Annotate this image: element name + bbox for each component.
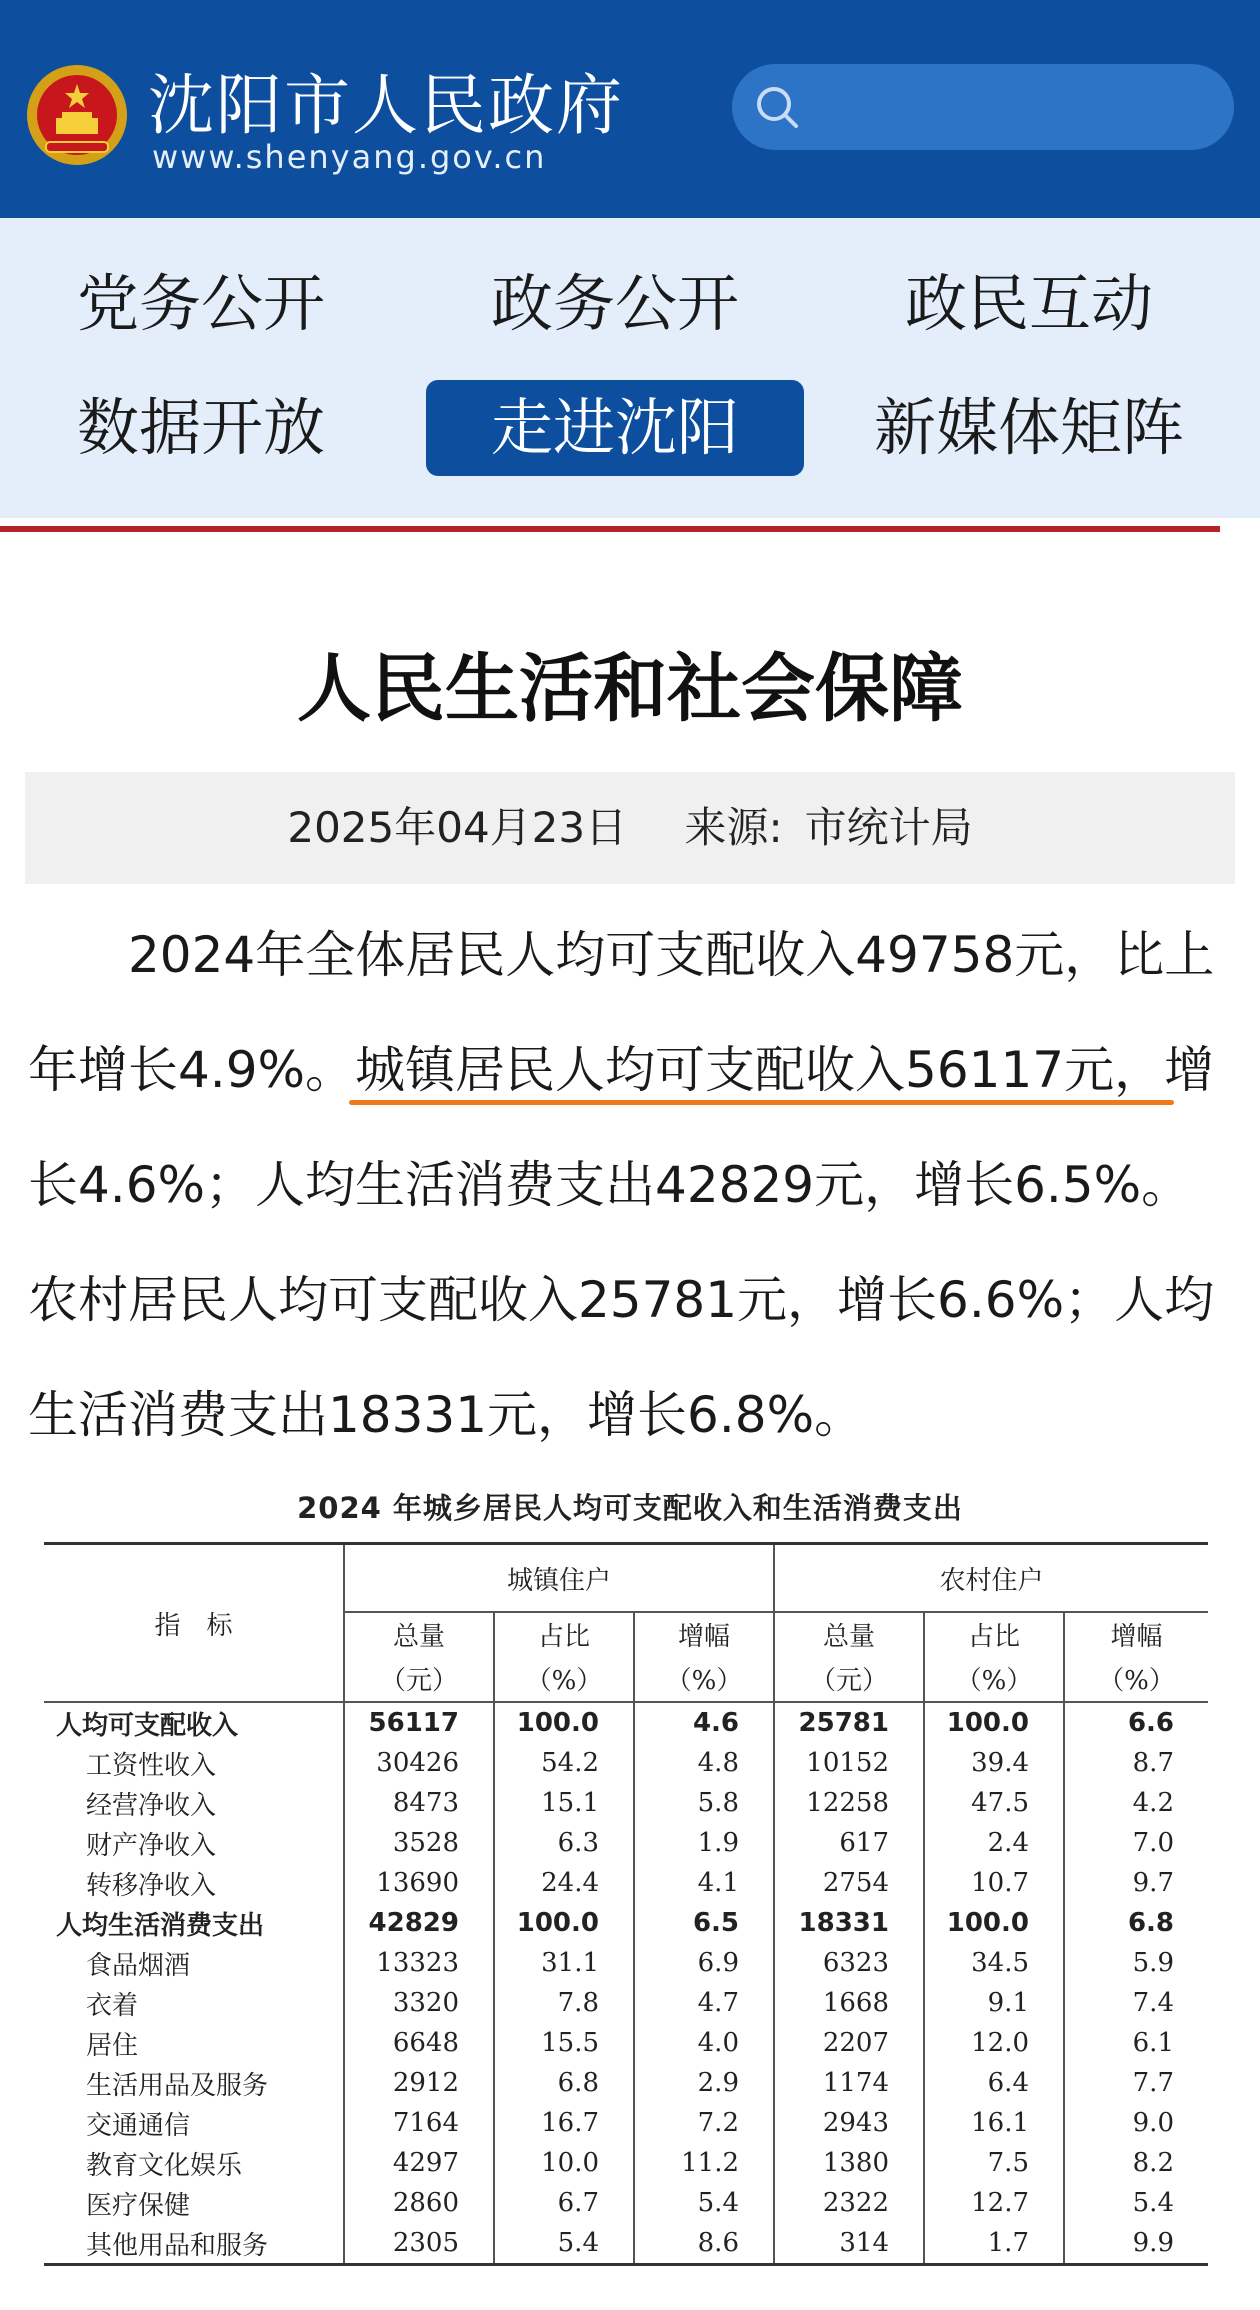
table-cell: 6.8 <box>494 2063 634 2103</box>
table-cell: 7.4 <box>1064 1983 1208 2023</box>
table-row <box>44 1943 1208 1983</box>
table-cell: 13690 <box>344 1863 494 1903</box>
table-cell: 1.9 <box>634 1823 774 1863</box>
table-cell: 8.7 <box>1064 1743 1208 1783</box>
nav-item-about-shenyang[interactable]: 走进沈阳 <box>426 380 804 476</box>
table-cell: 9.9 <box>1064 2223 1208 2265</box>
table-cell: 42829 <box>344 1903 494 1943</box>
table-cell: 617 <box>774 1823 924 1863</box>
table-cell: 2.9 <box>634 2063 774 2103</box>
table-cell: 10152 <box>774 1743 924 1783</box>
site-url: www.shenyang.gov.cn <box>152 138 547 176</box>
table-cell: 6.7 <box>494 2183 634 2223</box>
table-cell: 4.6 <box>634 1702 774 1743</box>
table-cell: 5.8 <box>634 1783 774 1823</box>
column-unit: （%） <box>1064 1655 1208 1702</box>
table-cell: 2754 <box>774 1863 924 1903</box>
table-cell: 4297 <box>344 2143 494 2183</box>
table-cell: 5.4 <box>1064 2183 1208 2223</box>
table-cell: 12258 <box>774 1783 924 1823</box>
table-cell: 6.1 <box>1064 2023 1208 2063</box>
table-cell: 1668 <box>774 1983 924 2023</box>
article-paragraph <box>28 898 1233 1473</box>
table-cell: 7.2 <box>634 2103 774 2143</box>
row-label: 教育文化娱乐 <box>86 2150 243 2181</box>
national-emblem-icon[interactable] <box>22 60 132 170</box>
highlighted-text: 城镇居民人均可支配收入56117元， <box>355 1041 1165 1099</box>
table-cell: 25781 <box>774 1702 924 1743</box>
table-cell: 2912 <box>344 2063 494 2103</box>
table-row <box>44 2023 1208 2063</box>
table-row <box>44 1863 1208 1903</box>
column-unit: （%） <box>494 1655 634 1702</box>
row-label: 生活用品及服务 <box>86 2070 269 2101</box>
column-header: 总量 <box>774 1612 924 1655</box>
table-cell: 8.6 <box>634 2223 774 2265</box>
table-row <box>44 1783 1208 1823</box>
row-label: 财产净收入 <box>86 1830 217 1861</box>
table-cell: 6.4 <box>924 2063 1064 2103</box>
column-header: 增幅 <box>1064 1612 1208 1655</box>
table-cell: 6648 <box>344 2023 494 2063</box>
table-cell: 34.5 <box>924 1943 1064 1983</box>
table-title: 2024 年城乡居民人均可支配收入和生活消费支出 <box>297 1491 963 1525</box>
table-cell: 3528 <box>344 1823 494 1863</box>
table-cell: 7.7 <box>1064 2063 1208 2103</box>
column-header: 总量 <box>344 1612 494 1655</box>
row-label: 转移净收入 <box>86 1870 217 1901</box>
table-cell: 8473 <box>344 1783 494 1823</box>
search-input[interactable] <box>732 64 1234 150</box>
table-cell: 5.4 <box>634 2183 774 2223</box>
table-row <box>44 2103 1208 2143</box>
table-cell: 100.0 <box>494 1702 634 1743</box>
table-cell: 13323 <box>344 1943 494 1983</box>
table-row <box>44 2143 1208 2183</box>
column-unit: （%） <box>634 1655 774 1702</box>
group-header-urban: 城镇住户 <box>344 1544 774 1613</box>
row-label: 经营净收入 <box>86 1790 217 1821</box>
table-cell: 6.5 <box>634 1903 774 1943</box>
paragraph-text: 增长4.6%；人均生活消费支出42829元，增长6.5%。农村居民人均可支配收入25781元，增长6.6%；人均生活消费支出18331元，增长6.8%。 <box>28 1041 1215 1444</box>
table-cell: 12.7 <box>924 2183 1064 2223</box>
table-cell: 6323 <box>774 1943 924 1983</box>
table-cell: 1380 <box>774 2143 924 2183</box>
table-cell: 16.7 <box>494 2103 634 2143</box>
table-row <box>44 2223 1208 2265</box>
nav-item-open-data[interactable]: 数据开放 <box>76 391 325 464</box>
table-cell: 5.4 <box>494 2223 634 2265</box>
column-unit: （元） <box>344 1655 494 1702</box>
article-source: 市统计局 <box>804 803 973 852</box>
table-cell: 18331 <box>774 1903 924 1943</box>
search-icon[interactable] <box>752 82 804 134</box>
table-row <box>44 1823 1208 1863</box>
table-cell: 5.9 <box>1064 1943 1208 1983</box>
table-cell: 4.7 <box>634 1983 774 2023</box>
table-cell: 2207 <box>774 2023 924 2063</box>
table-cell: 7.5 <box>924 2143 1064 2183</box>
article-meta <box>25 772 1235 884</box>
table-cell: 9.0 <box>1064 2103 1208 2143</box>
table-cell: 100.0 <box>924 1702 1064 1743</box>
table-body <box>44 1702 1208 2265</box>
table-row <box>44 1903 1208 1943</box>
table-cell: 7.0 <box>1064 1823 1208 1863</box>
table-cell: 47.5 <box>924 1783 1064 1823</box>
table-cell: 15.1 <box>494 1783 634 1823</box>
divider-line <box>0 526 1220 532</box>
group-header-rural: 农村住户 <box>774 1544 1208 1613</box>
nav-item-new-media[interactable]: 新媒体矩阵 <box>873 391 1184 464</box>
column-unit: （%） <box>924 1655 1064 1702</box>
main-nav <box>0 218 1260 518</box>
table-cell: 1174 <box>774 2063 924 2103</box>
table-cell: 7164 <box>344 2103 494 2143</box>
table-cell: 39.4 <box>924 1743 1064 1783</box>
table-cell: 31.1 <box>494 1943 634 1983</box>
site-name[interactable]: 沈阳市人民政府 <box>148 67 624 144</box>
row-label: 人均可支配收入 <box>56 1710 239 1741</box>
table-cell: 12.0 <box>924 2023 1064 2063</box>
paragraph-text: 2024年全体居民人均可支配收入49758元，比上年增长4.9%。 <box>28 926 1215 1099</box>
table-cell: 2322 <box>774 2183 924 2223</box>
row-label: 医疗保健 <box>86 2190 191 2221</box>
table-cell: 1.7 <box>924 2223 1064 2265</box>
table-row <box>44 1702 1208 1743</box>
nav-item-interaction[interactable]: 政民互动 <box>904 267 1153 340</box>
table-cell: 2305 <box>344 2223 494 2265</box>
column-header: 占比 <box>924 1612 1064 1655</box>
source-label: 来源: <box>684 803 783 852</box>
table-cell: 4.1 <box>634 1863 774 1903</box>
table-cell: 100.0 <box>494 1903 634 1943</box>
table-cell: 4.0 <box>634 2023 774 2063</box>
row-label: 其他用品和服务 <box>44 2223 344 2265</box>
table-cell: 4.8 <box>634 1743 774 1783</box>
table-cell: 54.2 <box>494 1743 634 1783</box>
table-cell: 10.0 <box>494 2143 634 2183</box>
table-cell: 56117 <box>344 1702 494 1743</box>
nav-item-party-affairs[interactable]: 党务公开 <box>76 267 325 340</box>
table-cell: 6.3 <box>494 1823 634 1863</box>
table-row <box>44 2183 1208 2223</box>
row-label: 食品烟酒 <box>86 1950 191 1981</box>
column-header: 占比 <box>494 1612 634 1655</box>
table-cell: 24.4 <box>494 1863 634 1903</box>
table-cell: 10.7 <box>924 1863 1064 1903</box>
row-label: 工资性收入 <box>86 1750 217 1781</box>
row-label: 衣着 <box>86 1990 139 2021</box>
table-cell: 7.8 <box>494 1983 634 2023</box>
table-cell: 15.5 <box>494 2023 634 2063</box>
table-cell: 100.0 <box>924 1903 1064 1943</box>
table-cell: 11.2 <box>634 2143 774 2183</box>
table-row <box>44 1983 1208 2023</box>
table-cell: 2943 <box>774 2103 924 2143</box>
article-date: 2025年04月23日 <box>287 803 628 852</box>
article-title: 人民生活和社会保障 <box>297 646 963 732</box>
table-cell: 2.4 <box>924 1823 1064 1863</box>
column-unit: （元） <box>774 1655 924 1702</box>
table-cell: 6.6 <box>1064 1702 1208 1743</box>
table-cell: 9.1 <box>924 1983 1064 2023</box>
table-row <box>44 1743 1208 1783</box>
column-header: 增幅 <box>634 1612 774 1655</box>
table-cell: 16.1 <box>924 2103 1064 2143</box>
table-row <box>44 2063 1208 2103</box>
site-header <box>0 0 1260 218</box>
nav-item-government-affairs[interactable]: 政务公开 <box>490 267 739 340</box>
table-cell: 3320 <box>344 1983 494 2023</box>
table-cell: 8.2 <box>1064 2143 1208 2183</box>
table-cell: 9.7 <box>1064 1863 1208 1903</box>
income-expenditure-table <box>44 1542 1208 2266</box>
table-cell: 30426 <box>344 1743 494 1783</box>
table-cell: 4.2 <box>1064 1783 1208 1823</box>
row-label: 交通通信 <box>86 2110 191 2141</box>
table-cell: 6.8 <box>1064 1903 1208 1943</box>
table-cell: 2860 <box>344 2183 494 2223</box>
row-label: 人均生活消费支出 <box>56 1910 265 1941</box>
table-cell: 314 <box>774 2223 924 2265</box>
table-cell: 6.9 <box>634 1943 774 1983</box>
indicator-header: 指 标 <box>44 1544 344 1703</box>
row-label: 居住 <box>86 2030 139 2061</box>
